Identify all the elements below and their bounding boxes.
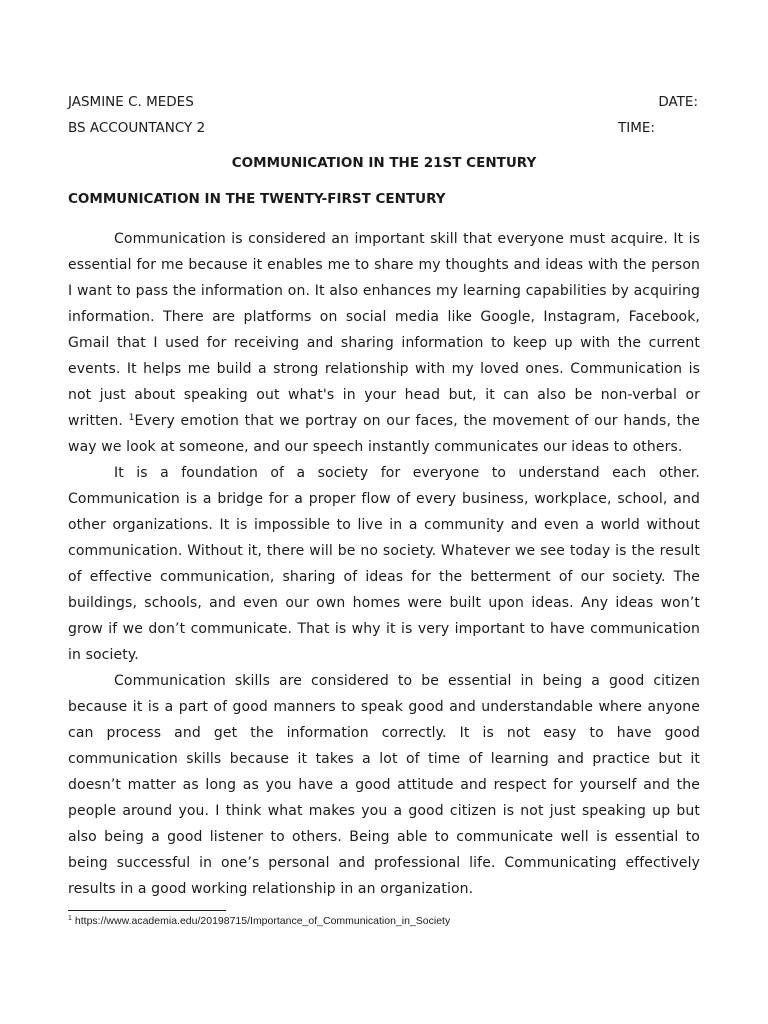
time-label: TIME: — [618, 120, 655, 136]
essay-body — [68, 226, 700, 902]
document-subtitle: COMMUNICATION IN THE TWENTY-FIRST CENTURY — [68, 191, 446, 207]
student-name: JASMINE C. MEDES — [68, 94, 194, 110]
paragraph-1 — [68, 226, 700, 460]
document-title: COMMUNICATION IN THE 21ST CENTURY — [231, 155, 537, 171]
paragraph-2: It is a foundation of a society for everyone to understand each other. Communication is a bridge for a proper flow of every business, workplace, school, and other organizations. It is impossible to live in a community and even a world without communication. Without it, there will be no society. Whatever we see today is the result of effective communication, sharing of ideas for the betterment of our society. The buildings, schools, and even our own homes were built upon ideas. Any ideas won’t grow if we don’t communicate. That is why it is very important to have communication in society. — [68, 465, 700, 663]
footnote-divider — [68, 910, 226, 911]
footnote-reference: 1 — [128, 413, 135, 423]
footnote — [68, 915, 450, 927]
paragraph-3: Communication skills are considered to be essential in being a good citizen because it is a part of good manners to speak good and understandable where anyone can process and get the information correctly. It is not easy to have good communication skills because it takes a lot of time of learning and practice but it doesn’t matter as long as you have a good attitude and respect for yourself and the people around you. I think what makes you a good citizen is not just speaking up but also being a good listener to others. Being able to communicate well is essential to being successful in one’s personal and professional life. Communicating effectively results in a good working relationship in an organization. — [68, 673, 700, 897]
paragraph-1-continued: Every emotion that we portray on our faces, the movement of our hands, the way we look at someone, and our speech instantly communicates our ideas to others. — [68, 413, 700, 455]
date-label: DATE: — [658, 94, 698, 110]
course-label: BS ACCOUNTANCY 2 — [68, 120, 206, 136]
paragraph-1-text: Communication is considered an important skill that everyone must acquire. It is essential for me because it enables me to share my thoughts and ideas with the person I want to pass the information on. It also enhances my learning capabilities by acquiring information. There are platforms on social media like Google, Instagram, Facebook, Gmail that I used for receiving and sharing information to keep up with the current events. It helps me build a strong relationship with my loved ones. Communication is not just about speaking out what's in your head but, it can also be non-verbal or written. — [68, 231, 700, 429]
footnote-number: 1 — [68, 915, 72, 922]
footnote-link[interactable]: https://www.academia.edu/20198715/Importance_of_Communication_in_Society — [74, 915, 451, 927]
